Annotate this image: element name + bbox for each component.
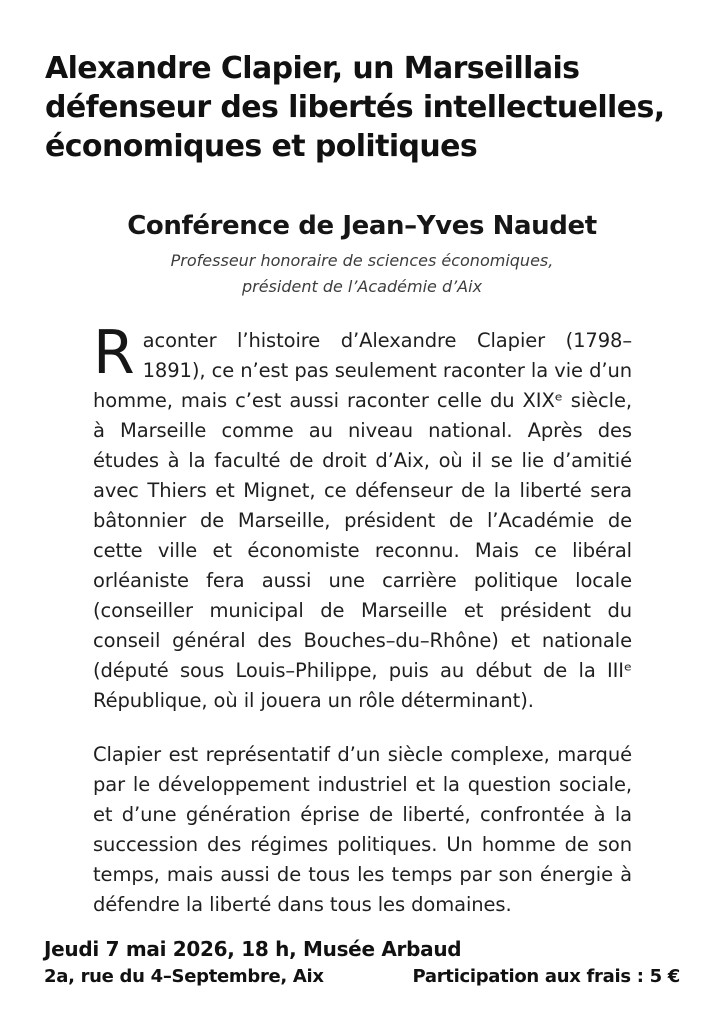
fee-line: Participation aux frais : 5 €	[412, 966, 680, 987]
paragraph-2: Clapier est représentatif d’un siècle complexe, marqué par le développement industriel et la question sociale, et d’une génération éprise de liberté, confrontée à la succession des régimes politiques. Un homme de son temps, mais aussi de tous les temps par son énergie à défendre la liberté dans tous les domaines.	[93, 743, 632, 916]
event-date-line: Jeudi 7 mai 2026, 18 h, Musée Arbaud	[44, 937, 462, 961]
paragraph-1	[93, 318, 632, 716]
footer	[44, 934, 680, 990]
address-line: 2a, rue du 4–Septembre, Aix	[44, 966, 324, 987]
conference-heading: Conférence de Jean–Yves Naudet	[127, 211, 597, 241]
page-title: Alexandre Clapier, un Marseillais défenseur des libertés intellectuelles, économiques et politiques	[45, 51, 665, 164]
dropcap-letter: R	[93, 318, 135, 388]
speaker-role-line-2: président de l’Académie d’Aix	[241, 277, 483, 296]
body-text	[93, 318, 632, 920]
paragraph-1-text: aconter l’histoire d’Alexandre Clapier (1798–1891), ce n’est pas seulement raconter la vie d’un homme, mais c’est aussi raconter celle du XIXᵉ siècle, à Marseille comme au niveau national. Après des études à la faculté de droit d’Aix, où il se lie d’amitié avec Thiers et Mignet, ce défenseur de la liberté sera bâtonnier de Marseille, président de l’Académie de cette ville et économiste reconnu. Mais ce libéral orléaniste fera aussi une carrière politique locale (conseiller municipal de Marseille et président du conseil général des Bouches–du–Rhône) et nationale (député sous Louis–Philippe, puis au début de la IIIᵉ République, où il jouera un rôle déterminant).	[93, 329, 632, 712]
footer-details-row	[44, 964, 680, 990]
speaker-role-line-1: Professeur honoraire de sciences économiques,	[170, 251, 554, 270]
speaker-credentials	[44, 248, 680, 300]
